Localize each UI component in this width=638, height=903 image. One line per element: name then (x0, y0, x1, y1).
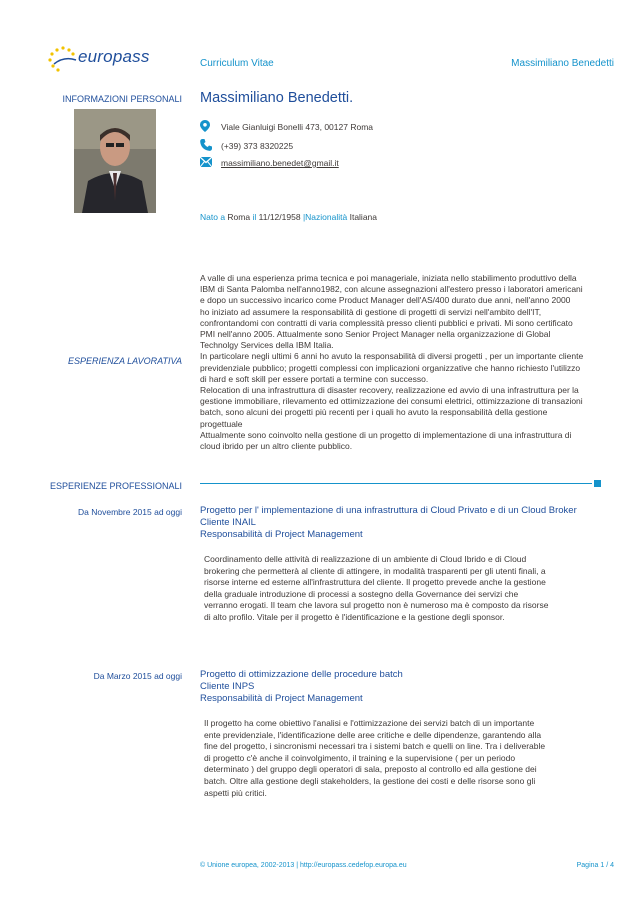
section-label-personal: INFORMAZIONI PERSONALI (62, 94, 182, 104)
section-label-professional: ESPERIENZE PROFESSIONALI (49, 481, 182, 491)
email-line[interactable] (200, 157, 339, 169)
footer-page-number: Pagina 1 / 4 (576, 862, 614, 869)
profile-photo (74, 109, 156, 213)
desc-line: determinato ) del gruppo degli operatori di sala, preposto al controllo ed alla gestione dei (204, 764, 537, 775)
section-divider-marker (594, 480, 601, 487)
summary-line: In particolare negli ultimi 6 anni ho avuto la responsabilità di diversi progetti , per un importante cliente (200, 351, 584, 362)
job-role: Responsabilità di Project Management (200, 529, 363, 540)
desc-line: Coordinamento delle attività di realizzazione di un ambiente di Cloud Ibrido e di Cloud (204, 554, 527, 564)
desc-line: aspetti più critici. (204, 787, 267, 798)
job-client: Cliente INPS (200, 681, 255, 692)
job-heading (200, 505, 577, 541)
desc-line: di progetto c'è anche il coinvolgimento, il training e la supervisione ( per un periodo (204, 752, 516, 763)
document-title: Curriculum Vitae (200, 58, 274, 69)
summary-line: e dopo un successivo incarico come Product Manager dell'AS/400 durato due anni, nell'anno 2000 (200, 295, 571, 306)
job-title: Progetto per l' implementazione di una infrastruttura di Cloud Privato e di un Cloud Broker (200, 505, 577, 516)
location-pin-icon (200, 120, 212, 134)
desc-line: batch. Oltre alla gestione degli stakeholders, la gestione dei costi e delle risorse sono gli (204, 775, 536, 786)
job-description (204, 554, 602, 624)
summary-line: Technolgy Services della IBM Italia. (200, 340, 334, 351)
summary-line: confrontandomi con contratti di varia complessità presso clienti pubblici e privati. Mi sono certificato (200, 317, 573, 328)
desc-line: Il progetto ha come obiettivo l'analisi e l'ottimizzazione dei servizi batch di un importante (204, 718, 535, 728)
born-date: 11/12/1958 (258, 212, 301, 222)
section-divider (200, 483, 592, 484)
summary-line: Relocation di una infrastruttura di disaster recovery, realizzazione ed avvio di una infrastruttura per la (200, 385, 579, 396)
envelope-icon (200, 157, 212, 169)
portrait-image (74, 109, 156, 213)
summary-line: A valle di una esperienza prima tecnica e poi manageriale, iniziata nello stabilimento produttivo della (200, 273, 577, 283)
desc-line: fine del progetto, i sincronismi necessari tra i sistemi batch e quelli on line. Tra i deliverable (204, 741, 546, 752)
address-line (200, 120, 373, 134)
summary-line: previdenziale pubblico; progetti complessi con implicazioni organizzative che hanno richiesto l'utilizzo (200, 362, 581, 373)
job-client: Cliente INAIL (200, 517, 256, 528)
desc-line: brokering che permetterà al cliente di attingere, in modalità trasparenti per gli utenti finali, a (204, 565, 546, 576)
summary-line: cloud ibrido per un altro cliente pubblico. (200, 441, 353, 452)
desc-line: della graduale introduzione di processi a sostegno della Governance dei servizi che (204, 588, 519, 599)
phone-line (200, 139, 293, 153)
footer-copyright[interactable]: © Unione europea, 2002-2013 | http://europass.cedefop.europa.eu (200, 862, 407, 869)
phone-text: (+39) 373 8320225 (221, 141, 294, 151)
summary-line: gestione immobiliare, rilevamento ed ottimizzazione dei consumi elettrici, ottimizzazione di transazioni (200, 396, 583, 407)
summary-line: PMI nell'anno 2005. Attualmente sono Senior Project Manager nella organizzazione di Global (200, 329, 551, 340)
job-title: Progetto di ottimizzazione delle procedure batch (200, 669, 403, 680)
section-label-experience: ESPERIENZA LAVORATIVA (67, 356, 182, 366)
person-full-name: Massimiliano Benedetti. (200, 90, 354, 106)
summary-line: Attualmente sono coinvolto nella gestione di un progetto di implementazione di una infrastruttura di (200, 429, 572, 440)
job-description (204, 718, 602, 799)
born-il-label: il (252, 212, 257, 222)
separator: | (302, 212, 306, 222)
birth-nationality-line (200, 212, 377, 222)
job-role: Responsabilità di Project Management (200, 693, 363, 704)
desc-line: verranno erogati. Il team che lavora sul progetto non è numeroso ma è composto da risorse (204, 600, 549, 611)
born-place: Roma (227, 212, 251, 222)
experience-summary-text (200, 273, 606, 452)
job-date: Da Marzo 2015 ad oggi (93, 671, 182, 681)
summary-line: di hard e soft skill per essere portati a termine con successo. (200, 373, 429, 384)
summary-line: progettuale (200, 418, 243, 429)
desc-line: ente previdenziale, l'identificazione delle aree critiche e delle dipendenze, garantendo alla (204, 729, 542, 740)
job-heading (200, 669, 403, 705)
header-person-name: Massimiliano Benedetti (511, 58, 614, 69)
job-date: Da Novembre 2015 ad oggi (78, 507, 182, 517)
summary-line: ho iniziato ad assumere la responsabilità di gestione di progetti di servizi nell'ambito dell'IT, (200, 306, 542, 317)
europass-logo-text: europass (78, 47, 150, 66)
desc-line: di alto profilo. Vitale per il progetto è l'identificazione e la gestione degli sponsor. (204, 611, 505, 622)
nationality-label: Nazionalità (305, 212, 348, 222)
nationality-value: Italiana (349, 212, 378, 222)
summary-line: IBM di Santa Palomba nell'anno1982, con alcune assegnazioni all'estero presso i laboratori americani (200, 284, 583, 295)
email-link[interactable]: massimiliano.benedet@gmail.it (221, 158, 339, 168)
born-label: Nato a (200, 212, 226, 222)
summary-line: batch, sono alcuni dei progetti più recenti per i quali ho avuto la responsabilità della gestione (200, 407, 548, 418)
phone-icon (200, 139, 212, 153)
address-text: Viale Gianluigi Bonelli 473, 00127 Roma (221, 122, 373, 132)
desc-line: risorse interne ed esterne all'infrastruttura del cliente. Il progetto prevede anche la gestione (204, 577, 546, 588)
